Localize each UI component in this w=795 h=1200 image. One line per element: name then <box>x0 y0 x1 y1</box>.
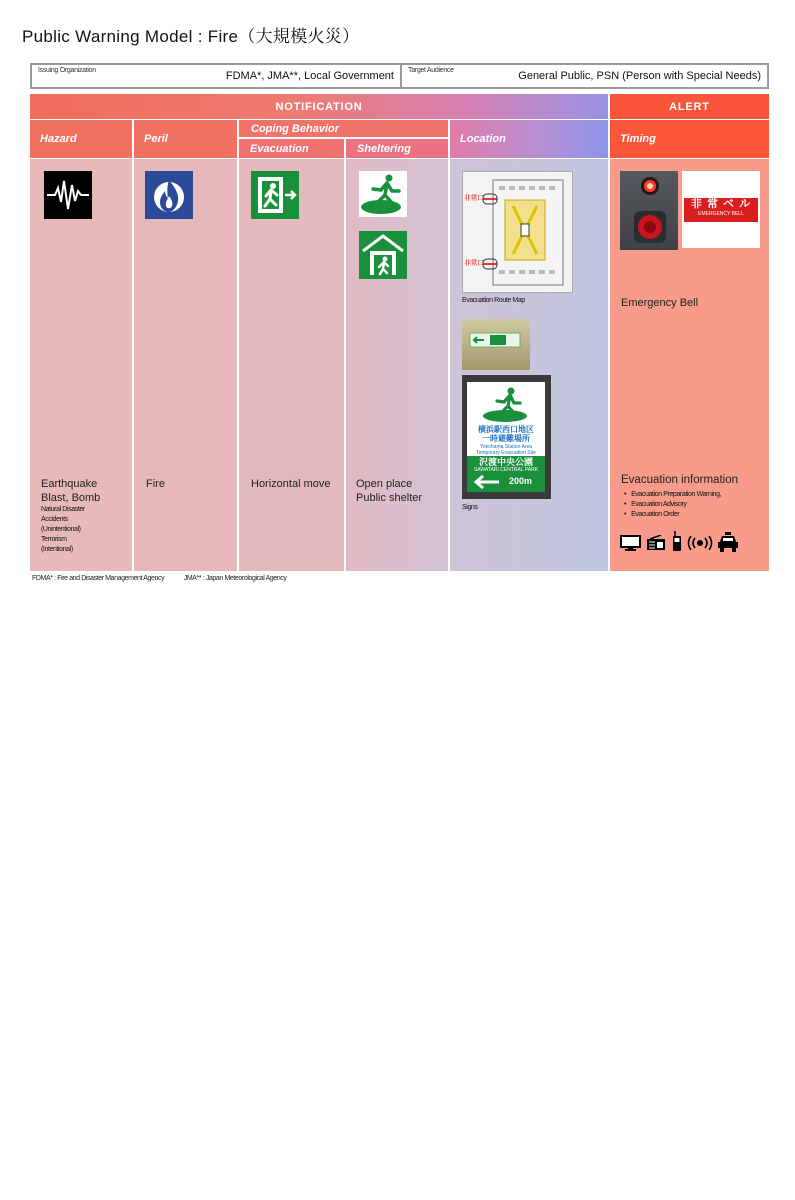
timing-header: Timing <box>610 120 769 158</box>
exit-sign-photo <box>462 319 530 370</box>
shelter-icon <box>359 231 407 279</box>
target-audience-label: Target Audience <box>408 67 454 74</box>
evacuation-information-label: Evacuation information <box>621 474 738 486</box>
hazard-small-line: (Intentional) <box>41 546 73 553</box>
broadcast-icon <box>687 536 713 550</box>
map-drawing <box>463 172 572 292</box>
peril-header: Peril <box>134 120 237 158</box>
evacuation-text: Horizontal move <box>251 478 331 490</box>
hazard-small-line: Accidents <box>41 516 68 523</box>
alert-band: ALERT <box>610 94 769 119</box>
tv-icon <box>620 535 641 551</box>
hazard-body <box>30 159 132 571</box>
emergency-vehicle-icon <box>717 532 739 552</box>
warning-model-table <box>30 94 769 571</box>
peril-column <box>134 120 237 571</box>
signs-caption: Signs <box>462 504 478 511</box>
mobile-phone-icon <box>672 531 682 551</box>
footnote-jma: JMA** : Japan Meteorological Agency <box>183 575 287 582</box>
emergency-bell-icon <box>620 171 678 250</box>
hazard-line: Blast, Bomb <box>41 492 101 504</box>
sign-park-name-en: SAWATARI CENTRAL PARK <box>473 467 539 473</box>
footnote <box>32 575 304 582</box>
meta-box <box>30 63 769 89</box>
sheltering-body <box>346 159 448 571</box>
hazard-small-line: Natural Disaster <box>41 506 85 513</box>
location-body <box>450 159 608 571</box>
radio-icon <box>646 535 666 551</box>
bell-sign-english: EMERGENCY BELL <box>698 211 744 217</box>
coping-behavior-header: Coping Behavior <box>239 120 448 137</box>
sign-japanese-lines <box>467 425 545 443</box>
evacuation-body <box>239 159 344 571</box>
sign-evacuation-pictogram <box>467 382 545 426</box>
map-exit-label: 非常口 <box>464 260 484 267</box>
sign-distance: 200m <box>509 476 533 486</box>
notification-band: NOTIFICATION <box>30 94 608 119</box>
location-header: Location <box>450 120 608 158</box>
evacuation-site-sign-photo <box>462 375 551 499</box>
issuing-organization-value: FDMA*, JMA**, Local Government <box>225 70 394 82</box>
emergency-exit-icon <box>251 171 299 219</box>
hazard-header: Hazard <box>30 120 132 158</box>
peril-text: Fire <box>146 478 165 490</box>
hazard-line: Earthquake <box>41 478 98 490</box>
emergency-bell-photo <box>620 171 678 250</box>
issuing-organization-label: Issuing Organization <box>38 67 96 74</box>
list-item: • Evacuation Order <box>624 510 721 520</box>
footnote-fdma: FDMA* : Fire and Disaster Management Agency <box>32 575 165 582</box>
sign-green-panel <box>467 456 545 492</box>
sign-line: 一時避難場所 <box>482 434 530 443</box>
evacuation-route-map-caption: Evacuation Route Map <box>462 297 525 304</box>
coping-behavior-column <box>239 120 448 571</box>
map-exit-label: 非常口 <box>464 195 484 202</box>
evacuation-site-icon <box>359 171 407 217</box>
location-column <box>450 120 608 571</box>
sign-english-line: Yokohama Station Area Temporary Evacuation Site <box>476 444 536 456</box>
page-title: Public Warning Model : Fire（大規模火災） <box>22 27 360 46</box>
bell-sign-plate <box>684 198 758 222</box>
hazard-text <box>41 477 100 555</box>
sign-panel <box>467 382 545 492</box>
sheltering-header: Sheltering <box>346 139 448 158</box>
peril-body <box>134 159 237 571</box>
sign-line: 横浜駅西口地区 <box>478 425 534 434</box>
hazard-small-line: (Unintentional) <box>41 526 81 533</box>
timing-body <box>610 159 769 571</box>
sheltering-text <box>356 477 422 505</box>
timing-column <box>610 120 769 571</box>
issuing-organization-cell <box>32 65 402 87</box>
hazard-small-line: Terrorism <box>41 536 67 543</box>
sheltering-line: Public shelter <box>356 492 423 504</box>
sign-park-name: 沢渡中央公園 <box>478 457 533 467</box>
hazard-column <box>30 120 132 571</box>
target-audience-cell <box>402 65 767 87</box>
evacuation-route-map <box>462 171 573 293</box>
seismograph-icon <box>44 171 92 219</box>
target-audience-value: General Public, PSN (Person with Special Needs) <box>518 70 761 82</box>
sheltering-line: Open place <box>356 478 413 490</box>
evacuation-information-list <box>624 490 721 520</box>
emergency-bell-caption: Emergency Bell <box>621 297 699 309</box>
exit-sign-drawing <box>462 319 530 370</box>
emergency-bell-sign <box>682 171 760 248</box>
evacuation-header: Evacuation <box>239 139 344 158</box>
list-item: • Evacuation Preparation Warning, <box>624 490 721 500</box>
left-arrow-icon <box>473 475 501 489</box>
fire-icon <box>145 171 193 219</box>
list-item: • Evacuation Advisory <box>624 500 721 510</box>
bell-sign-japanese: 非 常 ベ ル <box>690 198 752 210</box>
